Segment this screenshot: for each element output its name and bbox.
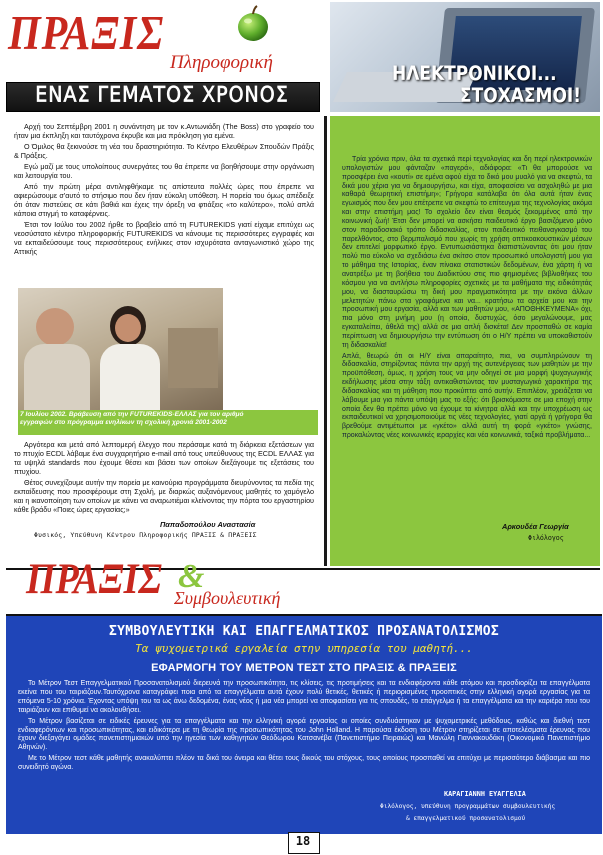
paragraph: Τρία χρόνια πριν, όλα τα σχετικά περί τεχνολογίας και δη περί ηλεκτρονικών υπολογιστών μου φάνταζαν «παγερά», αδιάφορα: «Τι θα μπορούσε να προσφέρει ένα «κουτί» σε εμένα αφού είχα το δικό μου μυαλό για να σκεφτώ, τα δικά μου χέρια για να δημιουργήσω, και είχα, αποφασίσει να ασχοληθώ με μια καθαρά θεωρητική επιστήμη»; Γρήγορα κατάλαβα ότι όλα αυτά ήταν ένας εγωισμός που δεν μου επέτρεπε να σκεφτώ το επίτευγμα της τεχνολογίας ακόμα και στην επιστήμη μας! Το σχολείο δεν είναι θεσμός ξεκομμένος από την κοινωνική ζωή! Έτσι δεν μπορεί να ασκήσει παιδευτικό έργο βασιζόμενο μόνο στον παραδοσιακό τρόπο διδασκαλίας, στον παιδευτικό πειθαναγκασμό του παρελθόντος, στο βερμπαλισμό που χωρίς τη χρήση οπτικοακουστικών μέσων δεν επιτελεί μορφωτικό έργο. Εντυπωσιάστηκα διαπιστώνοντας ότι μου ήταν πολύ πιο εύκολο να σχεδιάσω ένα σκίτσο στον προσωπικό υπολογιστή μου για το μάθημα της Ιστορίας, έναν πίνακα στατιστικών δεδομένων, ένα χάρτη ή να ανατρέξω με τη βοήθεια του Διαδικτύου στις πιο φημισμένες βιβλιοθήκες του κόσμου για να αντλήσω πληροφορίες σχετικές με τα μαθήματα της ειδικότητάς μου, να διασταυρώσω τη δική μου πραγματικότητα με την εικόνα άλλων μελετητών πάνω στα γραφόμενα και να... κρατήσω τα αρχεία μου και την προσωπική μου εργασία, αλλά και των μαθητών μου, «ΑΠΟΘΗΚΕΥΜΕΝΑ» όχι, πια μόνο στη μνήμη μου (η οποία, δυστυχώς, όσο μεγαλώνουμε, μας εγκαταλείπει, άθελά της) αλλά σε μια απλή δισκέτα! Δεν προσπαθώ σε καμία περίπτωση να δημιουργήσω την εντύπωση ότι ο Η/Υ πρέπει να υποκαθιστούν τη διδασκαλία! xyxy=(342,156,592,349)
left-article-body xyxy=(14,122,314,258)
symvouleftiki-logo: Συμβουλευτική xyxy=(174,588,281,608)
praxis-logo-top: ΠΡΑΞΙΣ xyxy=(8,7,165,61)
right-article-title-2: ΣΤΟΧΑΣΜΟΙ! xyxy=(460,84,581,108)
bottom-section-heading: ΕΦΑΡΜΟΓΗ ΤΟΥ ΜΕΤΡΟΝ ΤΕΣΤ ΣΤΟ ΠΡΑΞΙΣ & ΠΡΑΞΕΙΣ xyxy=(151,662,457,674)
pliroforiki-logo: Πληροφορική xyxy=(170,52,273,73)
right-article-divider xyxy=(324,116,327,566)
right-author-role: Φιλόλογος xyxy=(528,534,564,542)
left-article-banner-text: ΕΝΑΣ ΓΕΜΑΤΟΣ ΧΡΟΝΟΣ xyxy=(35,82,289,108)
paragraph: Θέτος συνεχίζουμε αυτήν την πορεία με καινούρια προγράμματα διευρύνοντας τα πεδία της εκπαίδευσης που προσφέρουμε στη Σχολή, με διαρκώς αυξανόμενους μαθητές το χαμόγελο και η ικανοποίηση των οποίων με κάνει να αναρωτιέμαι κλείνοντας την πόρτα του εργαστηρίου κάθε βράδυ «Ποιες ώρες εργασίας;» xyxy=(14,478,314,514)
right-author-name: Αρκουδέα Γεωργία xyxy=(502,522,569,531)
praxis-logo-bottom: ΠΡΑΞΙΣ xyxy=(26,554,162,604)
award-photo xyxy=(18,288,223,410)
paragraph: Εγώ μαζί με τους υπολοίπους συνεργάτες του θα έπρεπε να βοηθήσουμε στην οργάνωση και λειτουργία του. xyxy=(14,162,314,180)
paragraph: Το Μέτρον Τεστ Επαγγελματικού Προσανατολισμού διερευνά την προσωπικότητα, τις κλίσεις, τις προτιμήσεις και τα ενδιαφέροντα κάθε ατόμου και προσδιορίζει τα επαγγέλματα εκείνα που του ταιριάζουν.Ταυτόχρονα καταγράφει ποια από τα επαγγέλματα αυτά έχουν πολύ θετικές, θετικές ή περιορισμένες προοπτικές στην ελληνική αγορά εργασίας για τα επόμενα 5-10 χρόνια. Έχοντας υπόψη του τα ως άνω δεδομένα, ένας νέος ή μια νέα μπορεί να αποφασίσει για τις σπουδές, το επάγγελμα ή τα επαγγέλματα και την καριέρα που του ταιριάζουν και επιθυμεί να ακολουθήσει. xyxy=(18,680,590,714)
paragraph: Αργότερα και μετά από λεπτομερή έλεγχο που περάσαμε κατά τη διάρκεια εξετάσεων για το πτυχίο ECDL λάβαμε ένα συγχαρητήριο e-mail από τους υπεύθυνους της ECDL ΕΛΛΑΣ για τα υψηλά standards που έχουμε θέσει και βάσει των οποίων διεξάγουμε τις εξετάσεις του πτυχίου. xyxy=(14,440,314,476)
paragraph: Ο Όμιλος θα ξεκινούσε τη νέα του δραστηριότητα. Το Κέντρο Ελευθέρων Σπουδών Πράξις & Πράξεις. xyxy=(14,142,314,160)
photo-caption: 7 Ιουλίου 2002. Βράβευση από την FUTUREKIDS-ΕΛΛΑΣ για τον αριθμό εγγραφών στο πρόγραμμα ενηλίκων τη σχολική χρονιά 2001-2002 xyxy=(20,411,244,426)
right-article-title-1: ΗΛΕΚΤΡΟΝΙΚΟΙ... xyxy=(392,62,557,86)
paragraph: Αρχή του Σεπτέμβρη 2001 η συνάντηση με τον κ.Αντωνιάδη (The Boss) στο γραφείο του ήταν μια έκπληξη και ταυτόχρονα έκρυβε και μια πρόκληση για εμένα. xyxy=(14,122,314,140)
bottom-author-role-1: Φιλόλογος, υπεύθυνη προγραμμάτων συμβουλευτικής xyxy=(380,803,556,810)
apple-icon xyxy=(233,4,273,44)
bottom-section-title: ΣΥΜΒΟΥΛΕΥΤΙΚΗ ΚΑΙ ΕΠΑΓΓΕΛΜΑΤΙΚΟΣ ΠΡΟΣΑΝΑΤΟΛΙΣΜΟΣ xyxy=(108,624,500,639)
left-author-role: Φυσικός, Υπεύθυνη Κέντρου Πληροφορικής ΠΡΑΞΙΣ & ΠΡΑΞΕΙΣ xyxy=(34,531,257,539)
bottom-author-name: ΚΑΡΑΓΙΑΝΝΗ ΕΥΑΓΓΕΛΙΑ xyxy=(444,790,526,798)
bottom-section-subtitle: Τα ψυχομετρικά εργαλεία στην υπηρεσία του μαθητή... xyxy=(135,642,473,655)
paragraph: Το Μέτρον βασίζεται σε ειδικές έρευνες για τα επαγγέλματα και την ελληνική αγορά εργασίας οι οποίες συνδυάστηκαν με ψυχομετρικές μεθόδους, καθώς και διεθνή τεστ ενδιαφερόντων και προσωπικότητας, και ειδικότερα με τη θεωρία της προσωπικότητας του John Holland. Η παρούσα έκδοση του Μέτρον στηρίζεται σε αποτελέσματα έρευνας που έχουν διεξαγάγει ομάδες πανεπιστημιακών υπό την ηγεσία των καθηγητών Θεόδωρου Κατσανέβα (Πανεπιστήμιο Πειραιώς) και Μανώλη Γιαννακουδάκη (Οικονομικό Πανεπιστήμιο Αθηνών). xyxy=(18,717,590,752)
bottom-section-body xyxy=(18,680,590,775)
paragraph: Έτσι τον Ιούλιο του 2002 ήρθε το βραβείο από τη FUTUREKIDS γιατί είχαμε επιτύχει ως νεοσύστατο κέντρο πληροφορικής FUTUREKIDS να κάνουμε τις περισσότερες εγγραφές και να εκπαιδεύσουμε τους περισσότερους ενήλικες στον ισχυρότατα ανταγωνιστικό χώρο της Αττικής xyxy=(14,220,314,256)
paragraph: Από την πρώτη μέρα αντιληφθήκαμε τις απίστευτα πολλές ώρες που έπρεπε να αφιερώσουμε σ'αυτό το στήσιμο που δεν ήταν εύκολη υπόθεση. Η πορεία του όμως απέδειξε ότι όταν πιστεύεις σε κάτι βαθιά και έχεις την όρεξη να φτιάξεις «το καλύτερο», πολύ απλά κάποια στιγμή το καταφέρνεις. xyxy=(14,182,314,218)
ampersand-logo: & xyxy=(178,558,205,595)
paragraph: Με το Μέτρον τεστ κάθε μαθητής ανακαλύπτει πλέον τα δικά του όνειρα και θέτει τους δικούς του στόχους, τους οποίους προσπαθεί να επιτύχει με περισσότερο διάβασμα και πιο συνειδητό αγώνα. xyxy=(18,755,590,772)
left-article-body-2 xyxy=(14,440,314,516)
right-article-body xyxy=(342,156,592,443)
paragraph: Απλά, θεωρώ ότι οι Η/Υ είναι απαραίτητο, πια, να συμπληρώνουν τη διδασκαλία, στηρίζοντας πάντα την αρχή της αυτενέργειας των μαθητών με την προϋπόθεση, όμως, η χρήση τους να μην οδηγεί σε μια μορφή ψυχαγωγικής εκδήλωσης μέσα στην τάξη αντικαθιστώντας τον μυσταγωγικό χαρακτήρα της διδασκαλίας και τη μάθηση που προκύπτει από αυτήν. Επιπλέον, χρειάζεται να λάβουμε μια για πάντα υπόψη μας το εξής: ότι βρισκόμαστε σε μια εποχή στην οποία δεν θα πρέπει μόνο να έχουμε τα κίνητρα αλλά και την υποχρέωση ως εκπαιδευτικοί να χρησιμοποιούμε τις νέες τεχνολογίες, γιατί αργά ή γρήγορα θα βρεθούμε αντιμέτωποι με «γκέτο» αλλά αυτή τη φορά «γκέτο» γνώσης, προκαλώντας νέες κοινωνικές ιεραρχίες και νέα κοινωνικά, ταξικά προβλήματα... xyxy=(342,352,592,440)
bottom-author-role-2: & επαγγελματικού προσανατολισμού xyxy=(406,815,526,822)
page-number-text: 18 xyxy=(295,834,311,848)
left-author-name: Παπαδοπούλου Αναστασία xyxy=(160,520,256,529)
